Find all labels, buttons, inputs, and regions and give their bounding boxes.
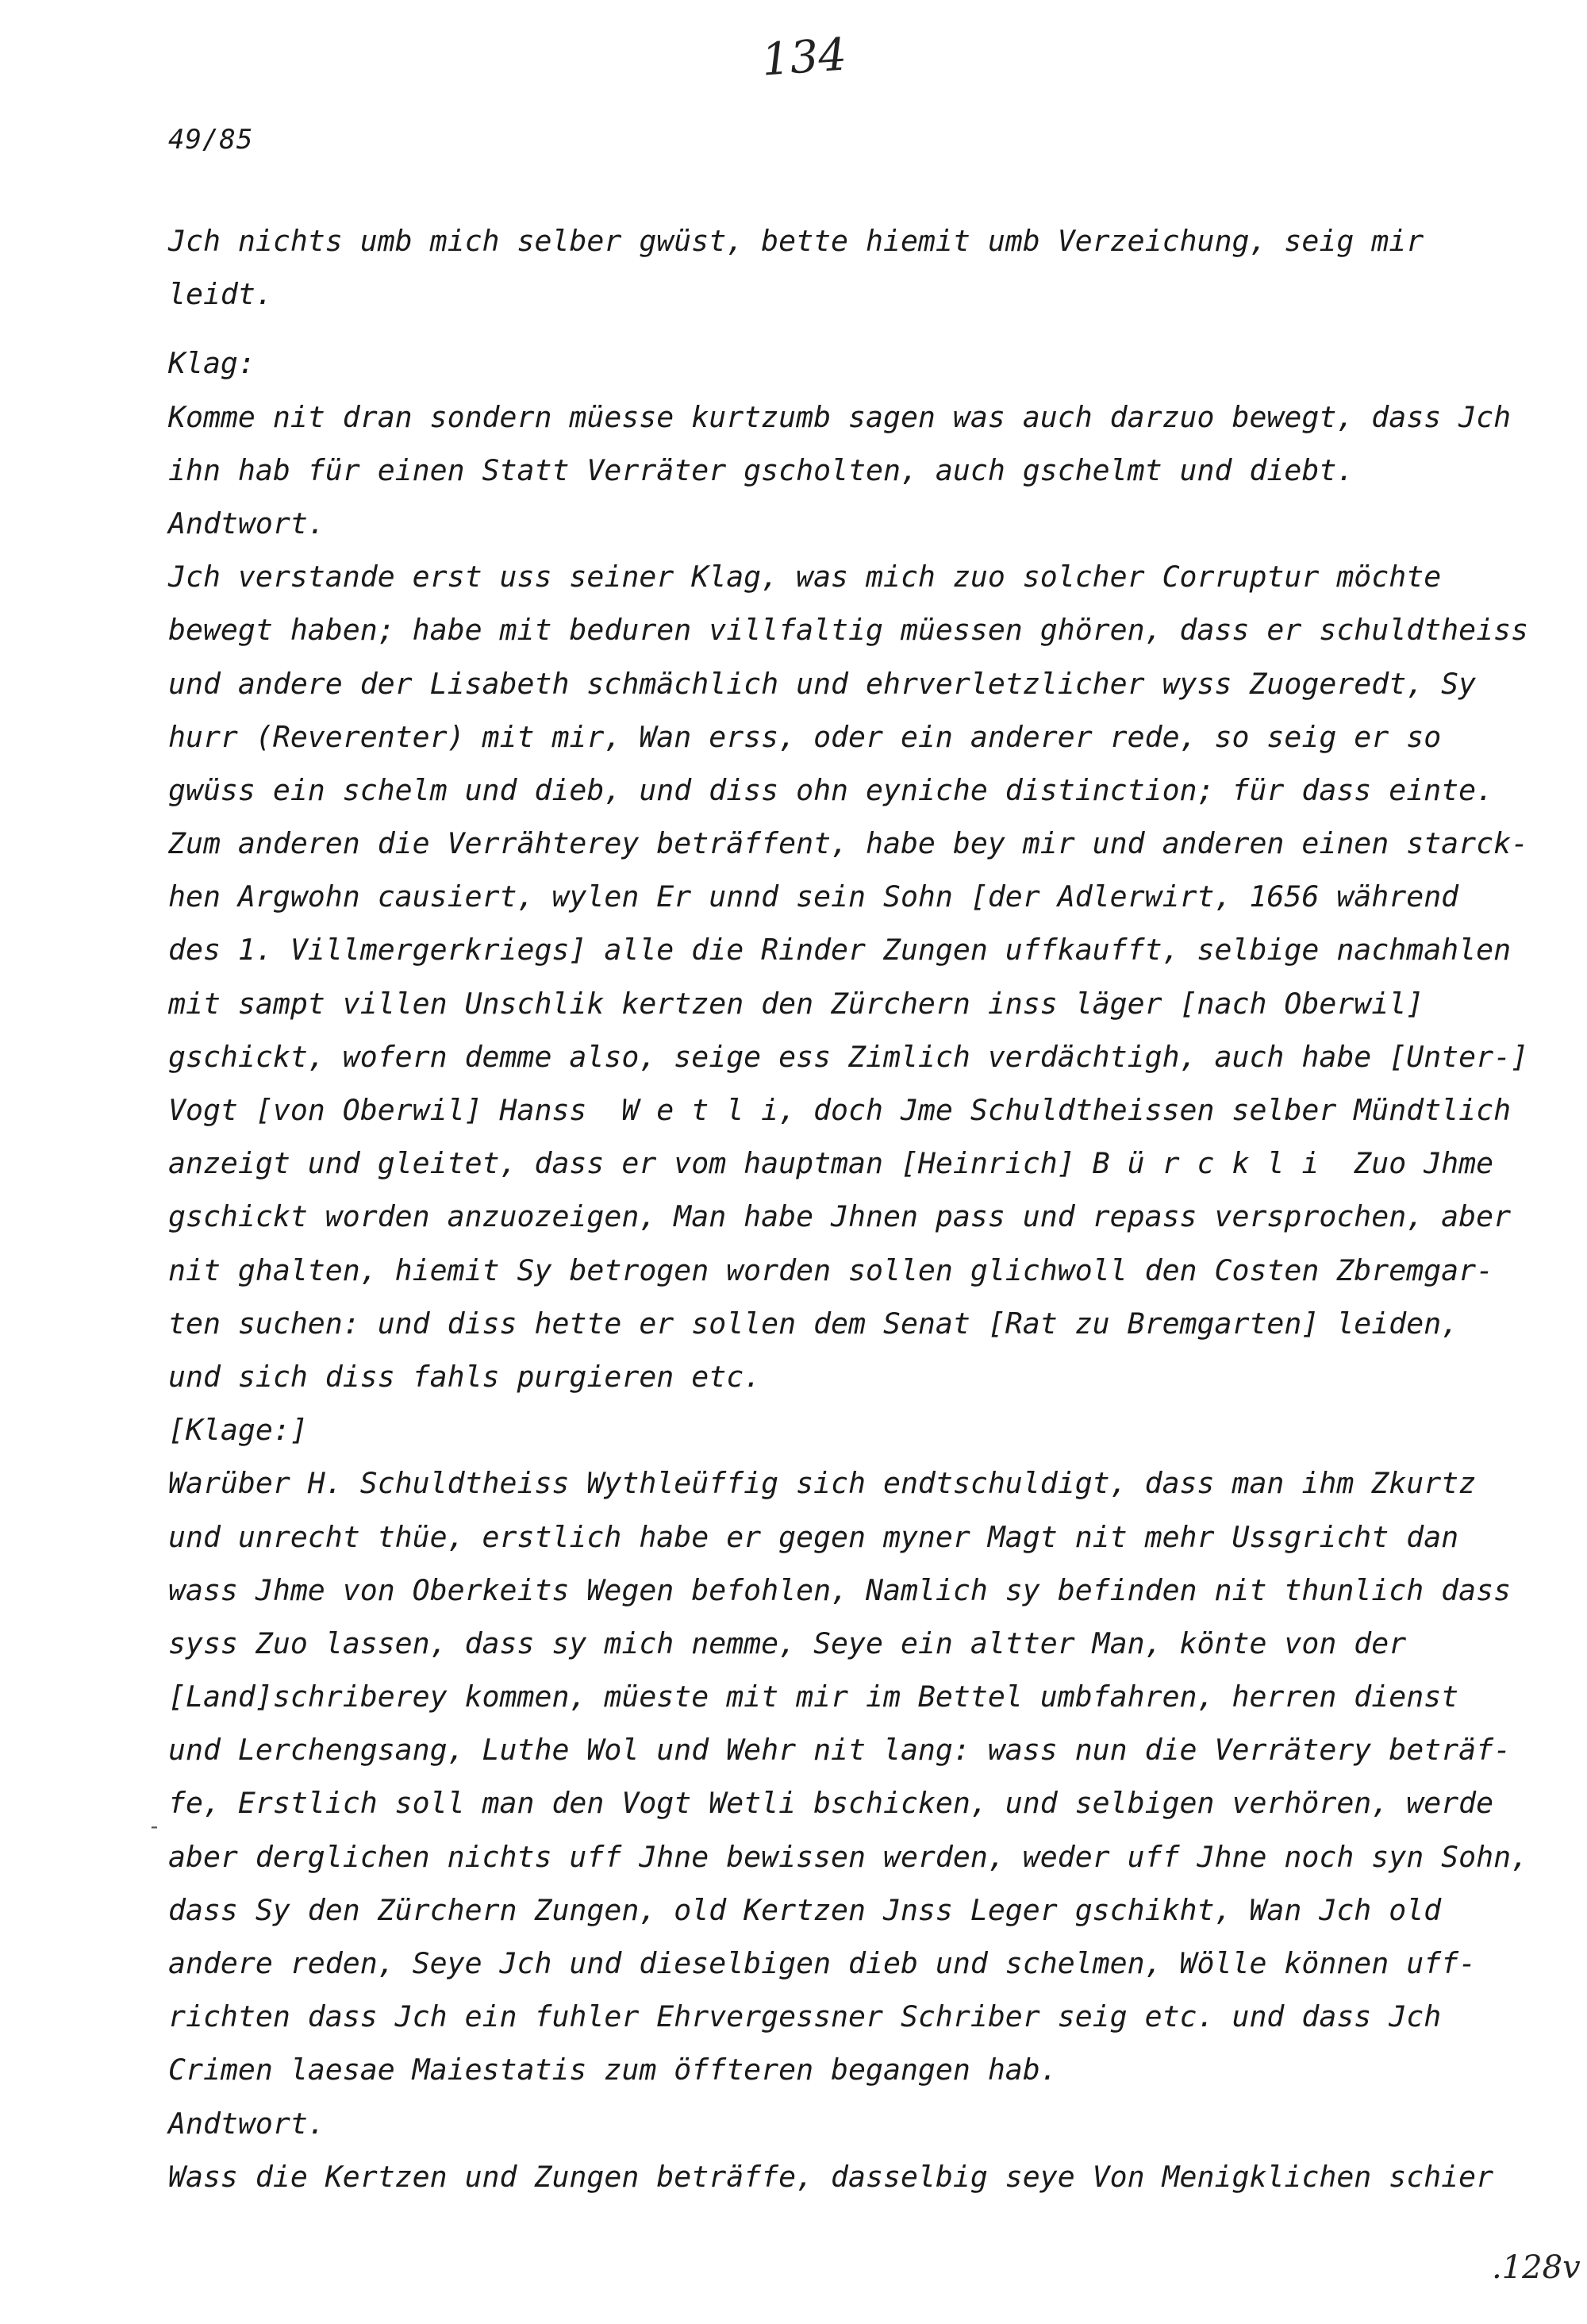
text-line: bewegt haben; habe mit beduren villfaltig müessen ghören, dass er schuldtheiss [168,613,1529,648]
text-line: Komme nit dran sondern müesse kurtzumb sagen was auch darzuo bewegt, dass Jch [168,399,1512,434]
text-line: dass Sy den Zürchern Zungen, old Kertzen Jnss Leger gschikht, Wan Jch old [168,1892,1442,1927]
text-line: des 1. Villmergerkriegs] alle die Rinder Zungen uffkaufft, selbige nachmahlen [168,933,1512,968]
paragraph-gap [168,321,1485,337]
text-line: Andtwort. [168,2106,325,2141]
text-line: Vogt [von Oberwil] Hanss W e t l i, doch Jme Schuldtheissen selber Mündtlich [168,1093,1512,1127]
text-line: Jch verstande erst uss seiner Klag, was mich zuo solcher Corruptur möchte [168,560,1442,594]
text-line: und Lerchengsang, Luthe Wol und Wehr nit lang: wass nun die Verrätery beträf- [168,1733,1512,1768]
text-line: Warüber H. Schuldtheiss Wythleüffig sich endtschuldigt, dass man ihm Zkurtz [168,1466,1477,1501]
text-line: und unrecht thüe, erstlich habe er gegen myner Magt nit mehr Ussgricht dan [168,1519,1459,1554]
transcription-text [168,214,1529,2203]
text-line: aber derglichen nichts uff Jhne bewissen werden, weder uff Jhne noch syn Sohn, [168,1839,1529,1874]
text-line: leidt. [168,277,273,312]
text-line: syss Zuo lassen, dass sy mich nemme, Seye ein altter Man, könte von der [168,1626,1407,1660]
text-line: [Land]schriberey kommen, müeste mit mir im Bettel umbfahren, herren dienst [168,1680,1459,1714]
text-line: hurr (Reverenter) mit mir, Wan erss, oder ein anderer rede, so seig er so [168,719,1442,754]
text-line: hen Argwohn causiert, wylen Er unnd sein Sohn [der Adlerwirt, 1656 während [168,879,1459,914]
folio-mark: .128v [1492,2249,1581,2286]
text-line: Klag: [168,346,256,381]
text-line: nit ghalten, hiemit Sy betrogen worden sollen glichwoll den Costen Zbremgar- [168,1252,1494,1287]
text-line: anzeigt und gleitet, dass er vom hauptman [Heinrich] B ü r c k l i Zuo Jhme [168,1146,1494,1181]
text-line: wass Jhme von Oberkeits Wegen befohlen, Namlich sy befinden nit thunlich dass [168,1572,1512,1607]
text-line: ihn hab für einen Statt Verräter gscholten, auch gschelmt und diebt. [168,452,1355,487]
text-line: Wass die Kertzen und Zungen beträffe, dasselbig seye Von Menigklichen schier [168,2159,1494,2194]
text-line: gwüss ein schelm und dieb, und diss ohn eyniche distinction; für dass einte. [168,772,1494,807]
archive-reference: 49/85 [168,124,254,156]
text-line: ten suchen: und diss hette er sollen dem Senat [Rat zu Bremgarten] leiden, [168,1306,1459,1341]
text-line: und andere der Lisabeth schmächlich und ehrverletzlicher wyss Zuogeredt, Sy [168,666,1477,701]
text-line: [Klage:] [168,1413,308,1448]
text-line: Jch nichts umb mich selber gwüst, bette hiemit umb Verzeichung, seig mir [168,224,1424,258]
text-line: andere reden, Seye Jch und dieselbigen dieb und schelmen, Wölle können uff- [168,1946,1477,1980]
text-line: Zum anderen die Verrähterey beträffent, habe bey mir und anderen einen starck- [168,826,1529,861]
text-line: Crimen laesae Maiestatis zum öffteren begangen hab. [168,2053,1058,2087]
text-line: gschickt worden anzuozeigen, Man habe Jhnen pass und repass versprochen, aber [168,1199,1512,1234]
text-line: gschickt, wofern demme also, seige ess Zimlich verdächtigh, auch habe [Unter-] [168,1039,1529,1074]
text-line: Andtwort. [168,506,325,541]
text-line: mit sampt villen Unschlik kertzen den Zürchern inss läger [nach Oberwil] [168,986,1424,1021]
text-line: fe, Erstlich soll man den Vogt Wetli bschicken, und selbigen verhören, werde [168,1786,1494,1821]
text-line: richten dass Jch ein fuhler Ehrvergessner Schriber seig etc. und dass Jch [168,1999,1442,2034]
margin-mark: - [148,1813,161,1839]
page-number: 134 [759,29,849,87]
text-line: und sich diss fahls purgieren etc. [168,1359,762,1394]
